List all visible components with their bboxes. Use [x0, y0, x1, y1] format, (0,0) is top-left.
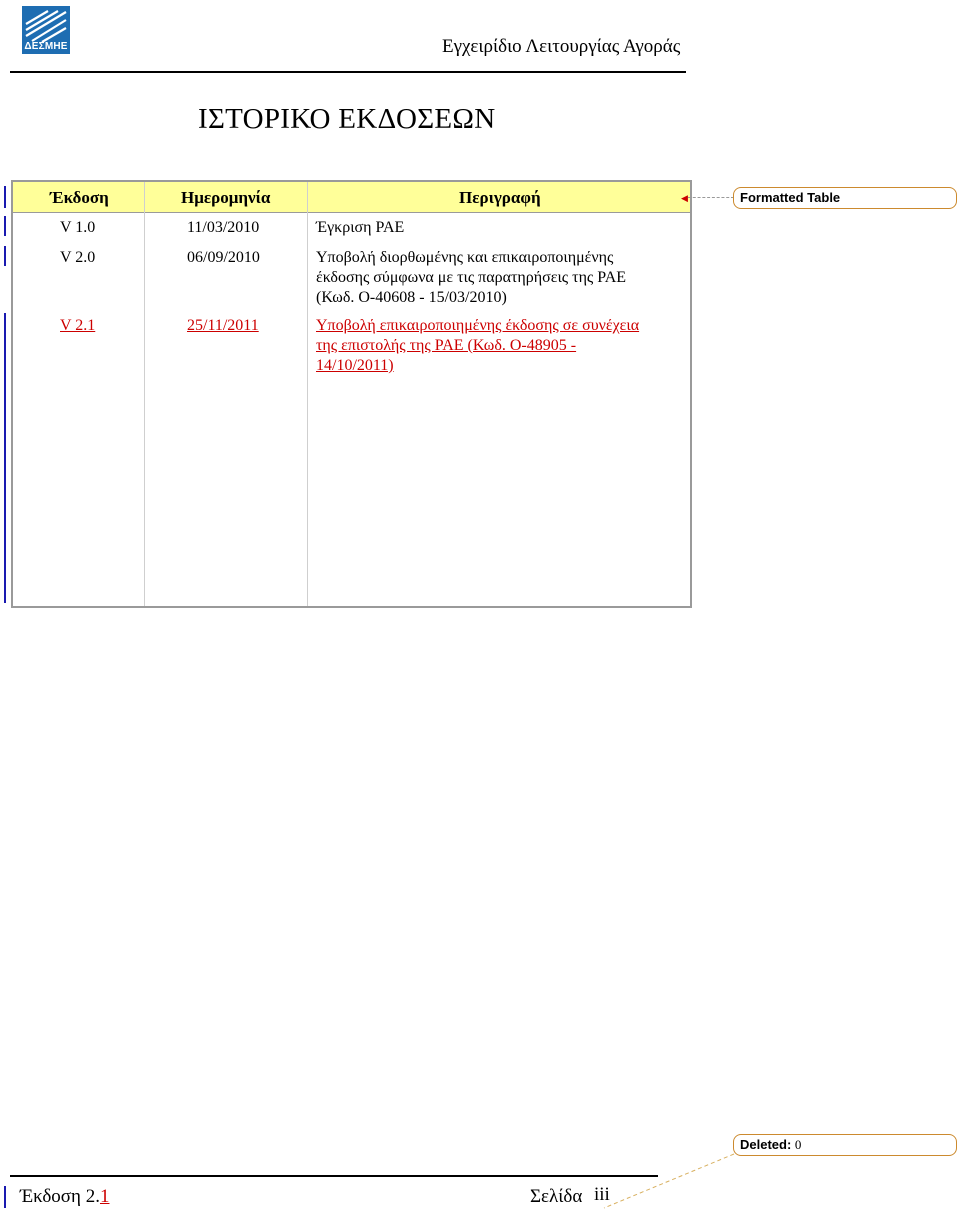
- row-description-line: Έγκριση ΡΑΕ: [316, 219, 405, 236]
- footer-page-label: Σελίδα: [530, 1186, 583, 1207]
- comment-leader-line: [600, 1150, 740, 1214]
- header-rule: [10, 71, 686, 73]
- row-version: V 1.0: [60, 219, 96, 236]
- comment-text: Formatted Table: [740, 190, 841, 205]
- footer-page-number: iii: [594, 1184, 610, 1205]
- row-description-line-inserted: Υποβολή επικαιροποιημένης έκδοσης σε συνέχεια: [316, 317, 640, 334]
- table-header-row: [13, 182, 690, 213]
- change-bar: [4, 1186, 6, 1208]
- deleted-value: 0: [794, 1137, 802, 1152]
- revision-history-table: [11, 180, 692, 608]
- column-header-description: Περιγραφή: [459, 188, 541, 207]
- footer-version: [20, 1186, 109, 1208]
- deleted-label: Deleted:: [740, 1137, 792, 1152]
- row-version-inserted: V 2.1: [60, 317, 96, 334]
- row-description-line: (Κωδ. Ο-40608 - 15/03/2010): [316, 289, 507, 306]
- comment-leader-line: [688, 197, 734, 198]
- change-bar: [4, 246, 6, 266]
- row-description-line: Υποβολή διορθωμένης και επικαιροποιημένης: [316, 249, 614, 266]
- deleted-comment[interactable]: [733, 1134, 957, 1156]
- change-bar: [4, 313, 6, 603]
- row-description-line-inserted: της επιστολής της ΡΑΕ (Κωδ. Ο-48905 -: [316, 337, 577, 354]
- change-bar: [4, 186, 6, 208]
- document-header-title: Εγχειρίδιο Λειτουργίας Αγοράς: [442, 36, 681, 57]
- footer-version-prefix: Έκδοση 2.: [20, 1186, 100, 1207]
- column-header-version: Έκδοση: [50, 188, 109, 207]
- row-date-inserted: 25/11/2011: [187, 317, 259, 334]
- company-logo: [22, 6, 70, 54]
- comment-anchor-icon: ◀: [681, 193, 688, 203]
- logo-text: ΔΕΣΜΗΕ: [24, 41, 68, 52]
- column-divider: [307, 182, 308, 606]
- formatted-table-comment[interactable]: [733, 187, 957, 209]
- change-bar: [4, 216, 6, 236]
- page-title: ΙΣΤΟΡΙΚΟ ΕΚΔΟΣΕΩΝ: [198, 103, 496, 135]
- column-header-date: Ημερομηνία: [181, 188, 271, 207]
- footer-rule: [10, 1175, 658, 1177]
- row-date: 06/09/2010: [187, 249, 260, 266]
- row-date: 11/03/2010: [187, 219, 260, 236]
- row-description-line-inserted: 14/10/2011): [316, 357, 394, 374]
- row-version: V 2.0: [60, 249, 96, 266]
- footer-version-inserted: 1: [99, 1186, 110, 1207]
- row-description-line: έκδοσης σύμφωνα με τις παρατηρήσεις της ΡΑΕ: [316, 269, 627, 286]
- column-divider: [144, 182, 145, 606]
